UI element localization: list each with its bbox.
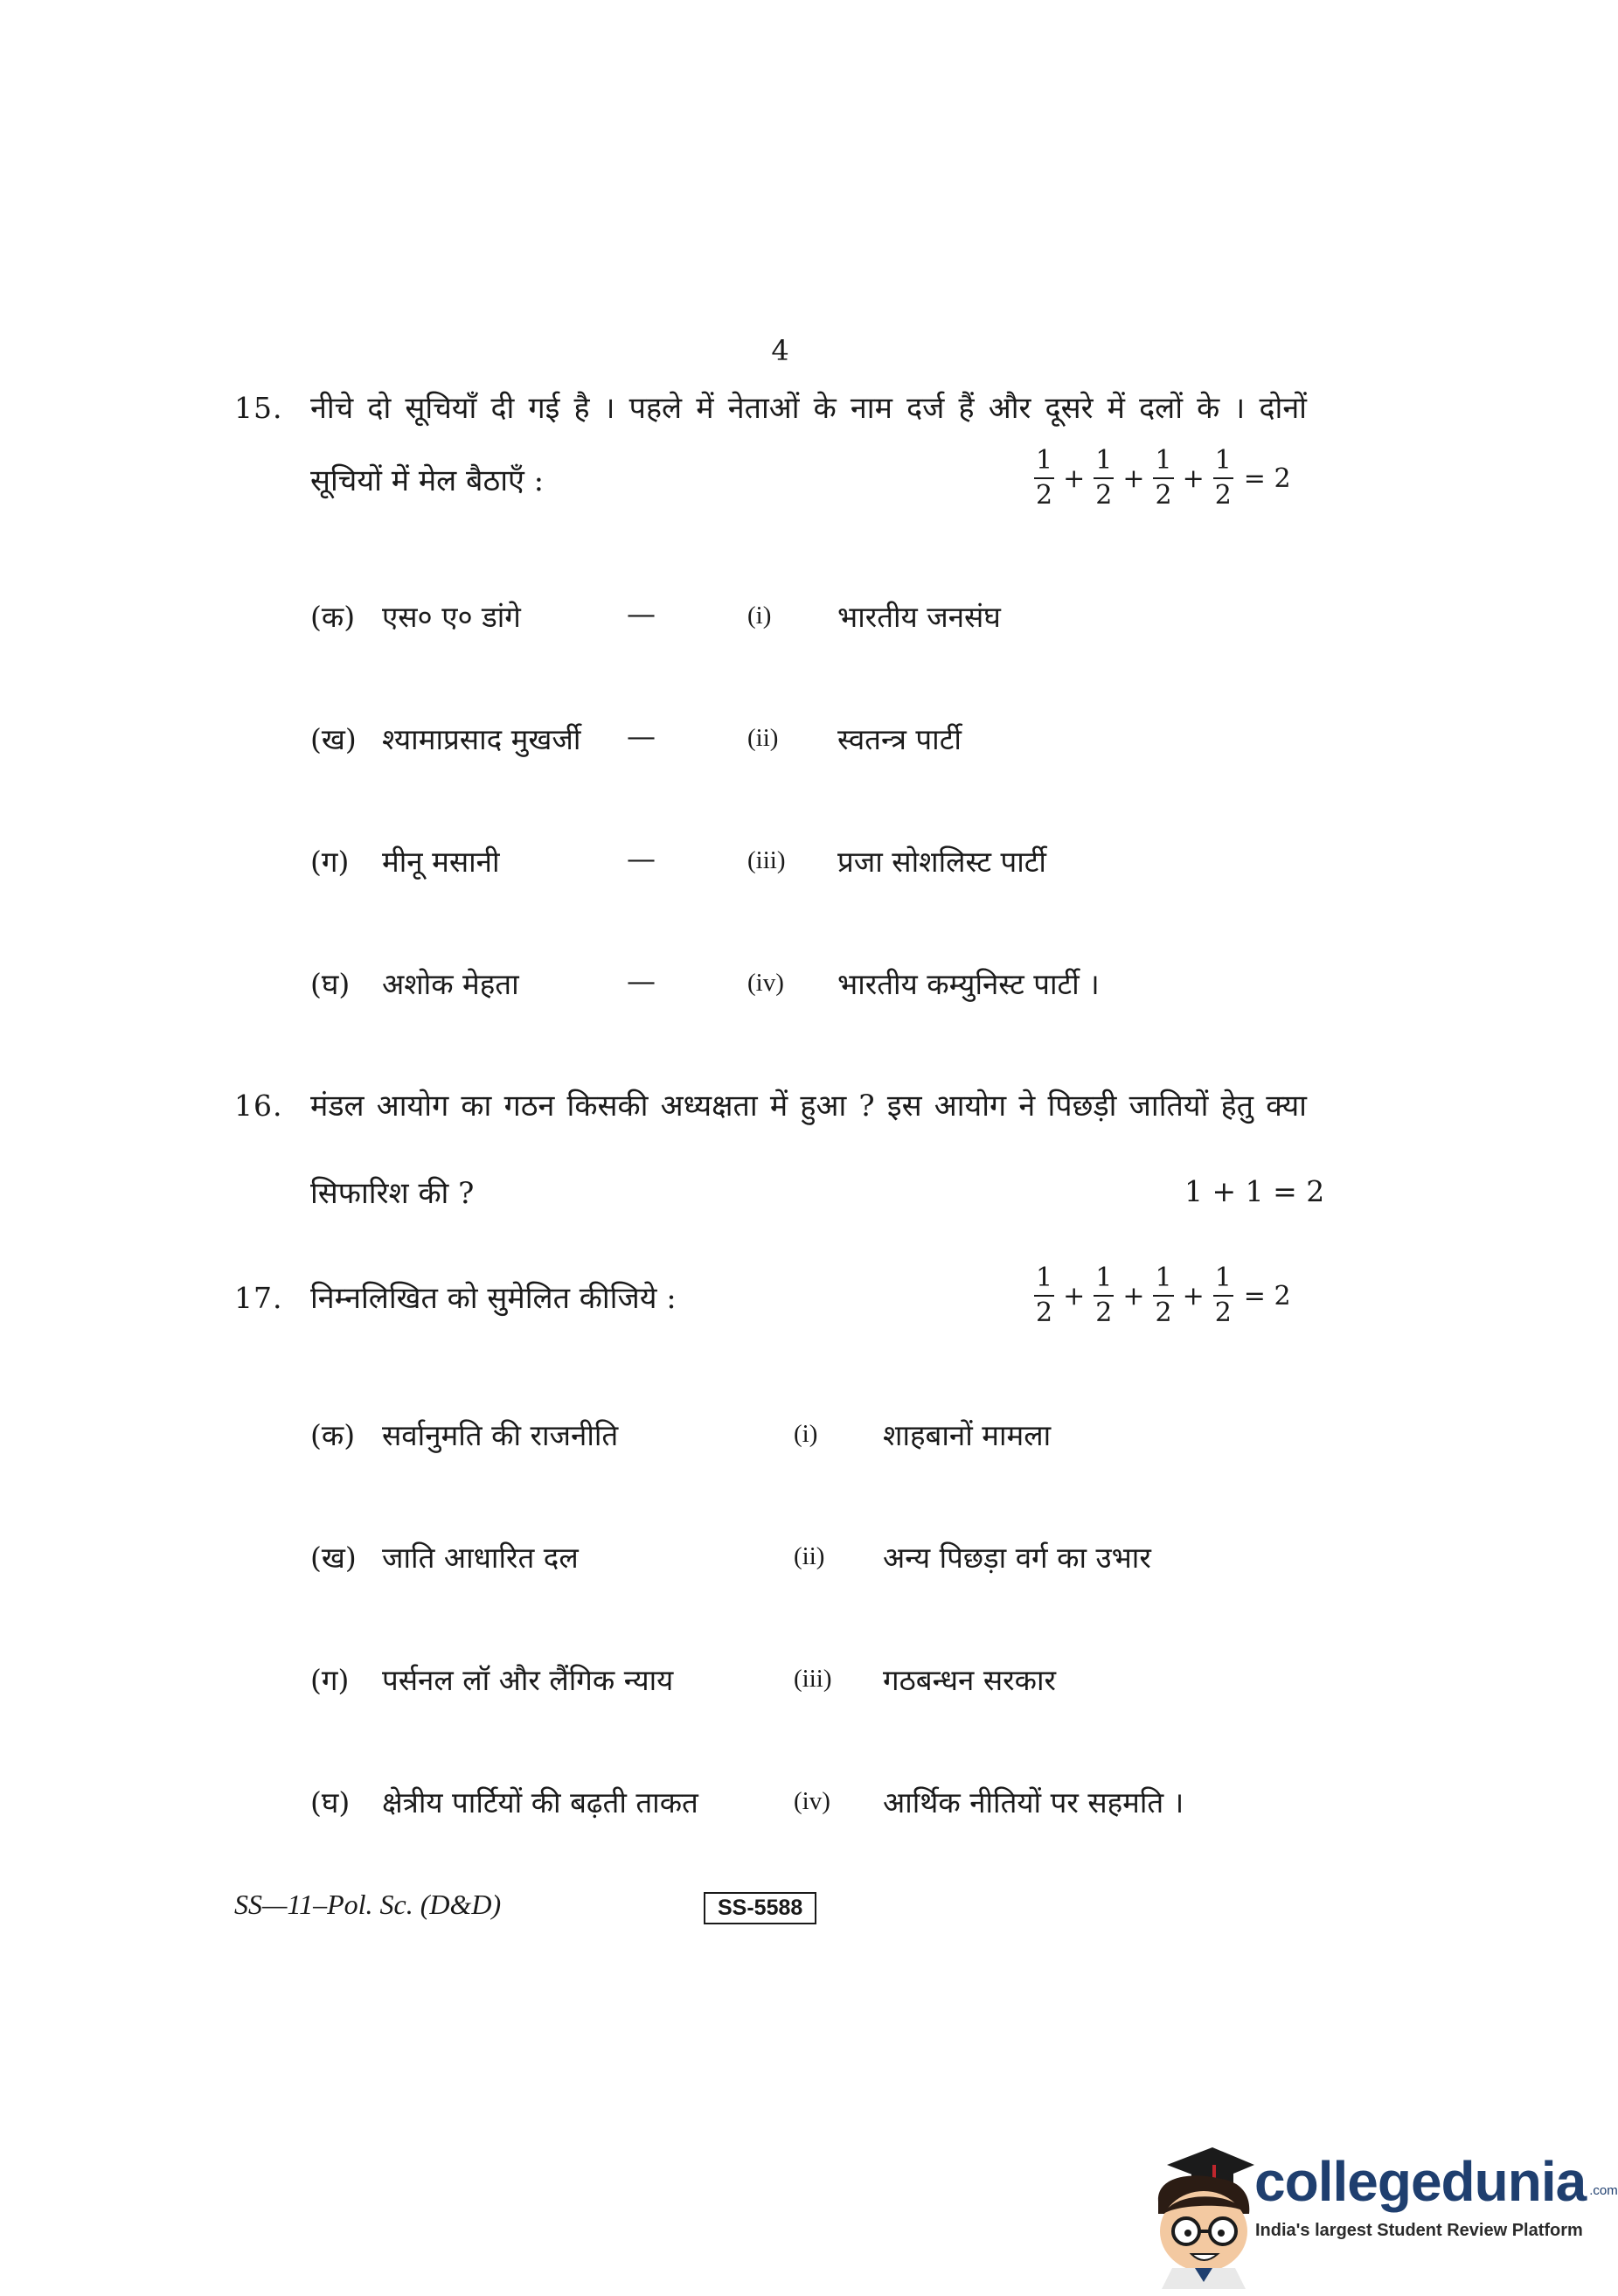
fraction-half: $\frac{1}{2}$ [1214,445,1232,511]
fraction-half: $\frac{1}{2}$ [1095,1263,1113,1328]
match-left-label: (ग) [310,1663,350,1697]
match-left-label: (घ) [310,1785,351,1819]
match-right-label: (ii) [747,724,779,752]
question-16-line-2: सिफारिश की ? [310,1176,475,1211]
match-left-text: श्यामाप्रसाद मुखर्जी [382,722,581,756]
page-number: 4 [771,334,789,367]
match-dash: — [627,964,656,998]
question-16-line-1: मंडल आयोग का गठन किसकी अध्यक्षता में हुआ ? इस आयोग ने पिछड़ी जातियों हेतु क्या [310,1089,1307,1124]
question-16-marks: 1 + 1 = 2 [1184,1174,1325,1208]
match-right-text: आर्थिक नीतियों पर सहमति । [883,1785,1184,1819]
match-left-label: (घ) [310,967,351,1001]
match-right-label: (iv) [747,969,784,997]
question-15-line-1: नीचे दो सूचियाँ दी गई है । पहले में नेताओं के नाम दर्ज हैं और दूसरे में दलों के । दोनों [310,391,1307,426]
fraction-half: $\frac{1}{2}$ [1155,1263,1172,1328]
match-left-text: एस० ए० डांगे [382,600,521,634]
match-left-text: जाति आधारित दल [382,1541,579,1575]
question-15-marks: $\frac{1}{2}$ + $\frac{1}{2}$ + $\frac{1}{2}$ + $\frac{1}{2}$ = 2 [1036,445,1291,511]
match-right-text: गठबन्धन सरकार [883,1663,1057,1697]
brand-name: collegedunia [1254,2150,1587,2213]
brand-wordmark[interactable] [1254,2149,1618,2214]
question-17-line-1: निम्नलिखित को सुमेलित कीजिये : [310,1281,677,1316]
match-right-label: (ii) [794,1542,825,1570]
brand-tagline: India's largest Student Review Platform [1255,2221,1583,2240]
match-right-text: भारतीय कम्युनिस्ट पार्टी । [837,967,1100,1001]
match-left-text: पर्सनल लॉ और लैंगिक न्याय [382,1663,674,1697]
match-right-text: स्वतन्त्र पार्टी [837,722,962,756]
match-right-text: अन्य पिछड़ा वर्ग का उभार [883,1541,1151,1575]
match-right-label: (iii) [747,846,786,874]
match-right-text: शाहबानों मामला [883,1418,1052,1452]
question-number-15: 15. [234,391,283,425]
paper-code: SS—11–Pol. Sc. (D&D) [234,1889,502,1920]
question-15-line-2: सूचियों में मेल बैठाएँ : [310,463,545,498]
match-left-text: सर्वानुमति की राजनीति [382,1418,619,1452]
mascot-icon [1141,2140,1263,2289]
fraction-half: $\frac{1}{2}$ [1214,1263,1232,1328]
fraction-half: $\frac{1}{2}$ [1036,445,1053,511]
match-left-text: मीनू मसानी [382,845,500,879]
question-17-marks: $\frac{1}{2}$ + $\frac{1}{2}$ + $\frac{1}{2}$ + $\frac{1}{2}$ = 2 [1036,1263,1291,1328]
match-dash: — [627,719,656,753]
match-left-text: अशोक मेहता [382,967,519,1001]
match-left-text: क्षेत्रीय पार्टियों की बढ़ती ताकत [382,1785,698,1819]
match-left-label: (ख) [310,722,357,756]
match-right-label: (iii) [794,1665,832,1693]
match-right-text: भारतीय जनसंघ [837,600,1001,634]
match-left-label: (क) [310,1418,356,1452]
match-right-label: (i) [747,602,772,630]
brand-domain: .com [1589,2183,1618,2198]
match-left-label: (क) [310,600,356,634]
match-left-label: (ग) [310,845,350,879]
match-left-label: (ख) [310,1541,357,1575]
exam-code-box: SS-5588 [704,1892,816,1924]
fraction-half: $\frac{1}{2}$ [1095,445,1113,511]
match-right-text: प्रजा सोशलिस्ट पार्टी [837,845,1046,879]
question-number-17: 17. [234,1281,283,1315]
fraction-half: $\frac{1}{2}$ [1155,445,1172,511]
match-right-label: (iv) [794,1787,830,1815]
match-dash: — [627,596,656,630]
match-right-label: (i) [794,1420,818,1448]
match-dash: — [627,841,656,875]
question-number-16: 16. [234,1089,283,1123]
fraction-half: $\frac{1}{2}$ [1036,1263,1053,1328]
